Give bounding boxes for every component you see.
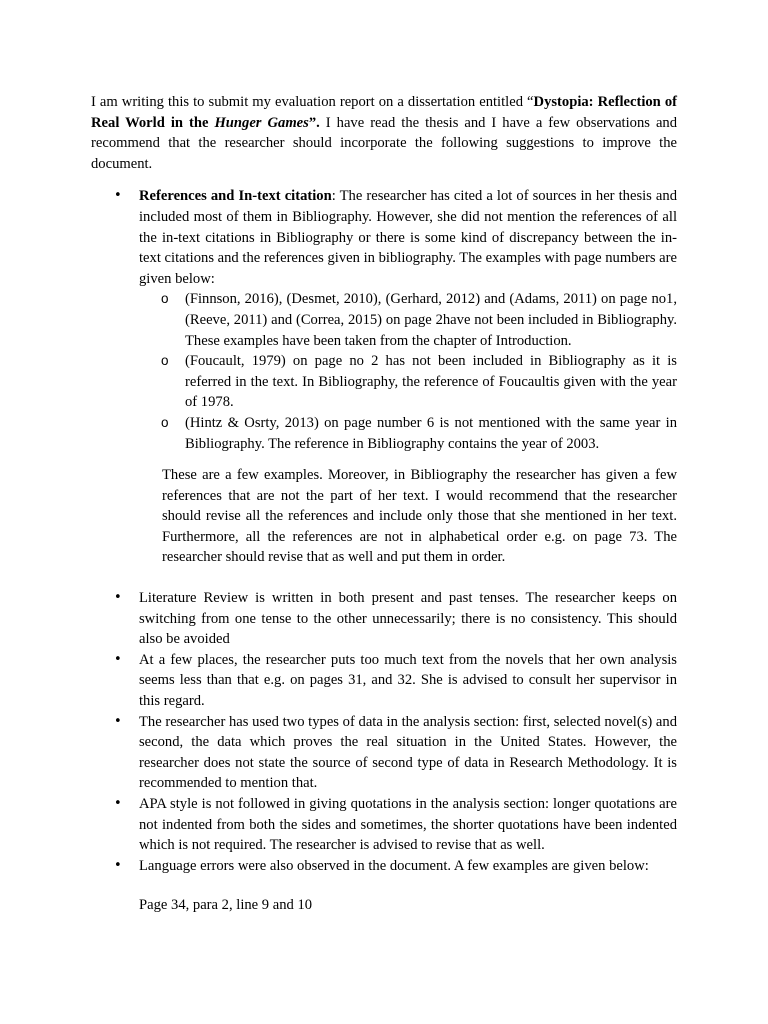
spacer [139,568,677,588]
title-bold-part: Dystopia: Reflection of Real World in the [91,94,677,131]
title-italic-part: Hunger Games [214,114,309,131]
citation-example: o (Hintz & Osrty, 2013) on page number 6 is not mentioned with the same year in Bibliography. The reference in Bibliography contains the year of 2003. [185,413,677,454]
citation-example: o (Finnson, 2016), (Desmet, 2010), (Gerhard, 2012) and (Adams, 2011) on page no1, (Reeve, 2011) and (Correa, 2015) on page 2have not been included in Bibliography. These examples have been taken from the chapter of Introduction. [185,289,677,351]
list-item: • Literature Review is written in both present and past tenses. The researcher keeps on switching from one tense to the other unnecessarily; there is no consistency. This should also be avoided [139,588,677,650]
citation-examples-list [139,289,677,454]
list-item: • At a few places, the researcher puts too much text from the novels that her own analysis seems less than that e.g. on pages 31, and 32. She is advised to consult her supervisor in this regard. [139,650,677,712]
intro-paragraph [91,92,677,174]
references-heading: References and In-text citation [139,188,332,205]
document-body [91,92,677,916]
list-item: • APA style is not followed in giving quotations in the analysis section: longer quotations are not indented from both the sides and sometimes, the shorter quotations have been indented which is not required. The researcher is advised to revise that as well. [139,794,677,856]
intro-text-end: I have read the thesis and I have a few observations and recommend that the researcher should incorporate the following suggestions to improve the document. [91,114,678,172]
citation-example: o (Foucault, 1979) on page no 2 has not been included in Bibliography as it is referred in the text. In Bibliography, the reference of Foucaultis given with the year of 1978. [185,351,677,413]
references-followup: These are a few examples. Moreover, in Bibliography the researcher has given a few references that are not the part of her text. I would recommend that the researcher should revise all the references and include only those that she mentioned in her text. Furthermore, all the references are not in alphabetical order e.g. on page 73. The researcher should revise that as well and put them in order. [162,467,677,566]
observations-list [91,186,677,876]
page-reference: Page 34, para 2, line 9 and 10 [139,897,313,914]
list-item: • Language errors were also observed in the document. A few examples are given below: [139,856,677,877]
list-item-references [139,186,677,588]
references-text: : The researcher has cited a lot of sources in her thesis and included most of them in Bibliography. However, she did not mention the references of all the in-text citations in Bibliography or there is some kind of discrepancy between the in-text citations and the references given in bibliography. The examples with page numbers are given below: [139,188,678,287]
title-close-quote: ”. [308,114,320,131]
list-item: • The researcher has used two types of data in the analysis section: first, selected novel(s) and second, the data which proves the real situation in the United States. However, the researcher does not state the source of second type of data in Research Methodology. It is recommended to mention that. [139,712,677,794]
intro-text-start: I am writing this to submit my evaluation report on a dissertation entitled “ [91,94,534,110]
